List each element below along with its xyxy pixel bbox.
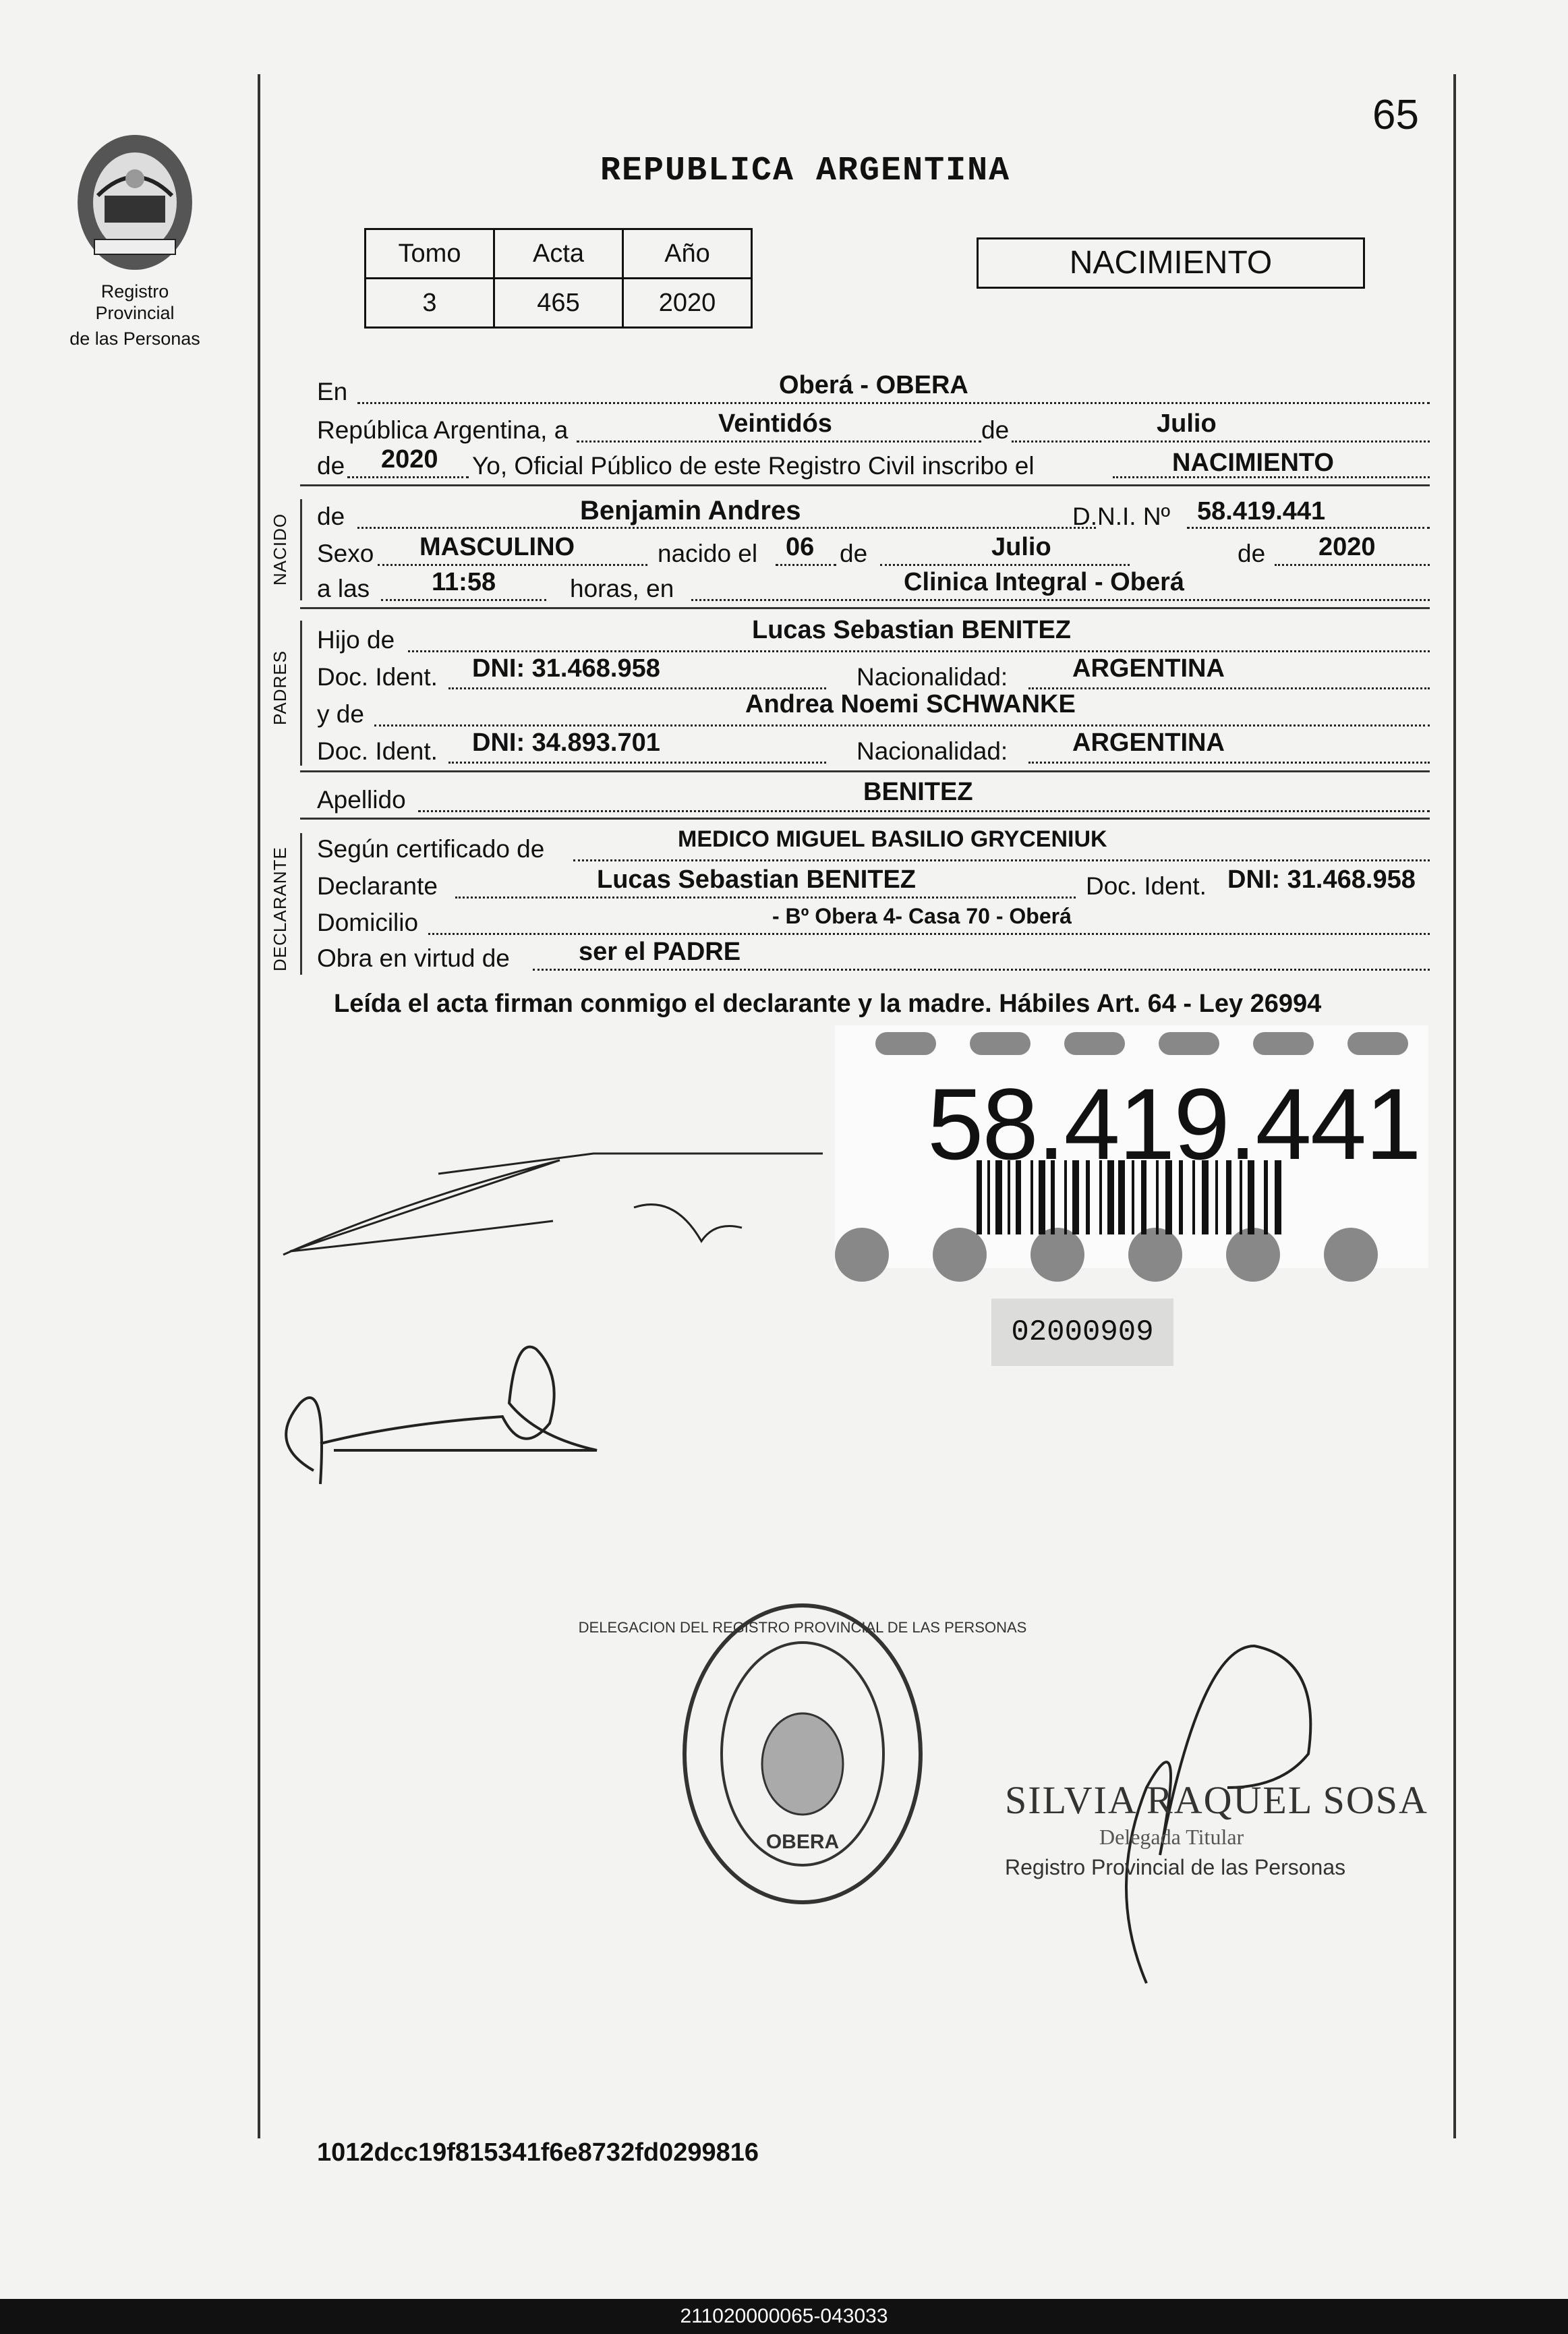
hijo-label: Hijo de bbox=[317, 626, 395, 654]
certifier-value: MEDICO MIGUEL BASILIO GRYCENIUK bbox=[678, 826, 1107, 852]
separator bbox=[300, 818, 1430, 820]
header-acta: Acta bbox=[494, 229, 623, 279]
en-label: En bbox=[317, 378, 348, 405]
dotted-leader bbox=[357, 402, 1430, 404]
dotted-leader bbox=[577, 440, 981, 443]
logo-caption-1: Registro Provincial bbox=[95, 281, 175, 323]
mother-name-value: Andrea Noemi SCHWANKE bbox=[745, 690, 1076, 718]
father-nationality-value: ARGENTINA bbox=[1072, 654, 1225, 683]
nacido-label: nacido el bbox=[658, 540, 758, 567]
section-bar bbox=[300, 833, 302, 975]
header-anio: Año bbox=[623, 229, 752, 279]
declarant-signature-icon bbox=[270, 1120, 850, 1275]
section-label-declarante: DECLARANTE bbox=[270, 847, 290, 971]
alas-label: a las bbox=[317, 575, 370, 602]
stamp-bottom-text: OBERA bbox=[765, 1831, 840, 1853]
section-bar bbox=[300, 499, 302, 600]
registry-logo bbox=[67, 132, 202, 349]
birth-day-value: 06 bbox=[786, 533, 815, 561]
dotted-leader bbox=[374, 724, 1430, 727]
header-tomo: Tomo bbox=[366, 229, 494, 279]
right-margin-line bbox=[1453, 74, 1456, 2138]
mother-doc-value: DNI: 34.893.701 bbox=[472, 729, 660, 757]
footer-id: 211020000065-043033 bbox=[680, 2305, 888, 2327]
inscribe-value: NACIMIENTO bbox=[1172, 449, 1334, 477]
surname-value: BENITEZ bbox=[863, 778, 973, 806]
section-label-padres: PADRES bbox=[270, 650, 290, 725]
officer-role: Delegada Titular bbox=[1099, 1825, 1244, 1849]
sexo-value: MASCULINO bbox=[419, 533, 575, 561]
dotted-leader bbox=[533, 969, 1430, 971]
year-value: 2020 bbox=[381, 445, 438, 474]
dotted-leader bbox=[1187, 527, 1430, 529]
left-margin-line bbox=[258, 74, 260, 2138]
document-title: REPUBLICA ARGENTINA bbox=[600, 152, 1011, 190]
stamp-ring-text: DELEGACION DEL REGISTRO PROVINCIAL DE LAS PERSONAS bbox=[578, 1619, 1027, 1636]
year-prefix: de bbox=[317, 452, 345, 480]
value-anio: 2020 bbox=[623, 279, 752, 328]
city-value: Oberá - OBERA bbox=[779, 371, 968, 399]
page-number: 65 bbox=[1372, 92, 1419, 138]
horas-label: horas, en bbox=[570, 575, 674, 602]
obra-value: ser el PADRE bbox=[579, 938, 741, 966]
domicilio-value: - Bº Obera 4- Casa 70 - Oberá bbox=[772, 904, 1072, 928]
document-hash: 1012dcc19f815341f6e8732fd0299816 bbox=[317, 2138, 759, 2167]
dotted-leader bbox=[1275, 564, 1430, 566]
control-number: 02000909 bbox=[991, 1299, 1173, 1366]
birth-month-value: Julio bbox=[991, 533, 1051, 561]
logo-caption-2: de las Personas bbox=[69, 329, 200, 349]
child-name-value: Benjamin Andres bbox=[580, 496, 801, 525]
father-doc-value: DNI: 31.468.958 bbox=[472, 654, 660, 683]
dotted-leader bbox=[1012, 440, 1430, 443]
apellido-label: Apellido bbox=[317, 786, 406, 814]
value-acta: 465 bbox=[494, 279, 623, 328]
dotted-leader bbox=[428, 933, 1430, 935]
nac2-label: Nacionalidad: bbox=[856, 737, 1008, 765]
separator bbox=[300, 607, 1430, 609]
dotted-leader bbox=[347, 476, 469, 478]
domicilio-label: Domicilio bbox=[317, 909, 419, 936]
yde-label: y de bbox=[317, 700, 364, 728]
de3-label: de bbox=[840, 540, 868, 567]
section-label-nacido: NACIDO bbox=[270, 513, 290, 586]
mother-nationality-value: ARGENTINA bbox=[1072, 729, 1225, 757]
misiones-seal-icon bbox=[71, 132, 199, 277]
declarante-value: Lucas Sebastian BENITEZ bbox=[597, 865, 917, 894]
dni-label: D.N.I. Nº bbox=[1072, 503, 1171, 530]
doc2-label: Doc. Ident. bbox=[317, 737, 438, 765]
officer-name: SILVIA RAQUEL SOSA bbox=[1005, 1778, 1428, 1822]
father-name-value: Lucas Sebastian BENITEZ bbox=[752, 616, 1072, 644]
dotted-leader bbox=[1028, 762, 1430, 764]
dotted-leader bbox=[378, 564, 647, 566]
act-type-box: NACIMIENTO bbox=[977, 237, 1365, 289]
decl-doc-label: Doc. Ident. bbox=[1086, 872, 1207, 900]
obra-label: Obra en virtud de bbox=[317, 944, 510, 972]
tomo-acta-table bbox=[364, 228, 753, 329]
footer-bar bbox=[0, 2299, 1568, 2334]
dotted-leader bbox=[408, 650, 1430, 652]
obra-line bbox=[317, 944, 1430, 973]
cert-label: Según certificado de bbox=[317, 835, 545, 863]
dotted-leader bbox=[776, 564, 836, 566]
birth-place-value: Clinica Integral - Oberá bbox=[904, 568, 1184, 596]
hour-value: 11:58 bbox=[432, 568, 496, 596]
dni-value: 58.419.441 bbox=[1197, 497, 1326, 525]
republica-line bbox=[317, 416, 1430, 445]
de4-label: de bbox=[1238, 540, 1266, 567]
dotted-leader bbox=[448, 687, 826, 689]
sexo-label: Sexo bbox=[317, 540, 374, 567]
dotted-leader bbox=[418, 810, 1430, 812]
oficial-text: Yo, Oficial Público de este Registro Civil inscribo el bbox=[472, 452, 1035, 480]
officer-org: Registro Provincial de las Personas bbox=[1005, 1855, 1346, 1879]
section-bar bbox=[300, 621, 302, 766]
de-label: de bbox=[981, 416, 1010, 444]
dotted-leader bbox=[455, 896, 1076, 899]
closing-statement: Leída el acta firman conmigo el declarante y la madre. Hábiles Art. 64 - Ley 26994 bbox=[334, 990, 1322, 1018]
declarante-label: Declarante bbox=[317, 872, 438, 900]
dotted-leader bbox=[357, 527, 1096, 529]
dotted-leader bbox=[691, 599, 1430, 601]
separator bbox=[300, 484, 1430, 486]
dotted-leader bbox=[381, 599, 546, 601]
day-written-value: Veintidós bbox=[718, 409, 832, 438]
doc1-label: Doc. Ident. bbox=[317, 663, 438, 691]
nac1-label: Nacionalidad: bbox=[856, 663, 1008, 691]
republica-label: República Argentina, a bbox=[317, 416, 569, 444]
barcode-number: 58.419.441 bbox=[927, 1067, 1420, 1180]
de2-label: de bbox=[317, 503, 345, 530]
dotted-leader bbox=[448, 762, 826, 764]
value-tomo: 3 bbox=[366, 279, 494, 328]
dotted-leader bbox=[880, 564, 1130, 566]
declarante-doc-value: DNI: 31.468.958 bbox=[1227, 865, 1416, 894]
dotted-leader bbox=[1028, 687, 1430, 689]
dotted-leader bbox=[573, 859, 1430, 861]
mother-signature-icon bbox=[266, 1322, 644, 1498]
month-value: Julio bbox=[1157, 409, 1217, 438]
official-stamp-icon bbox=[578, 1599, 1027, 1909]
separator bbox=[300, 770, 1430, 772]
birth-year-value: 2020 bbox=[1318, 533, 1376, 561]
